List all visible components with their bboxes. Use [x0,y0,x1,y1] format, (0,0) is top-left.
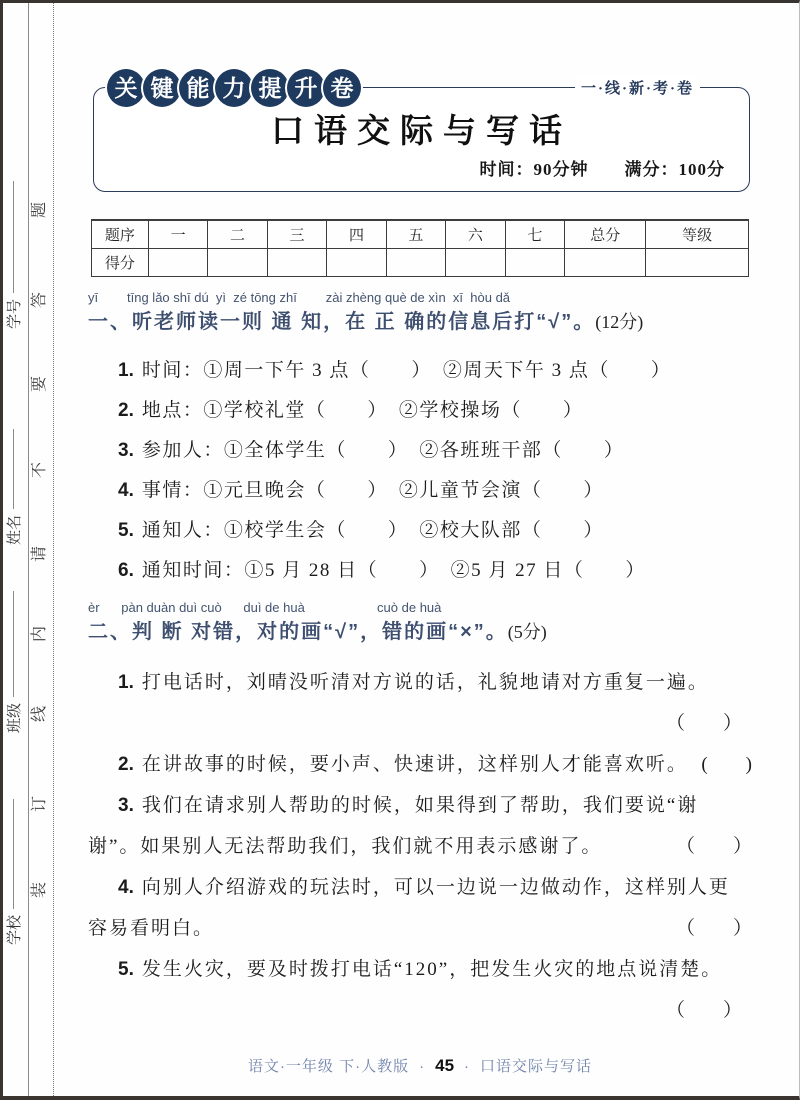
answer-bracket-line [88,998,752,1024]
field-class [3,577,23,733]
item-number: 1. [118,360,134,381]
score-cell [505,249,564,277]
binding-char: 要 [31,376,48,393]
badge-key-ability [107,69,359,107]
col-5: 五 [386,220,445,249]
field-blank [13,591,14,697]
score-cell [327,249,386,277]
item-number: 3. [118,440,134,461]
section2-pinyin: èr pàn duàn duì cuò duì de huà cuò de huà [88,600,442,615]
col-1: 一 [148,220,207,249]
page-number: 45 [435,1056,455,1075]
col-grade: 等级 [646,220,749,249]
binding-char: 内 [31,626,48,643]
answer-bracket: ( ) [701,754,752,775]
item-number: 4. [118,877,134,898]
score-table-score-row [92,249,749,277]
item-text: 地点：①学校礼堂（ ） ②学校操场（ ） [141,400,584,421]
heading-text: 二、判 断 对错，对的画“√”，错的画“×”。 [88,621,508,643]
item-number: 5. [118,959,134,980]
item-number: 1. [118,672,134,693]
series-label: 一·线·新·考·卷 [575,77,700,98]
item-text: 我们在请求别人帮助的时候，如果得到了帮助，我们要说“谢 [141,795,699,816]
list-item [88,480,752,502]
list-item [88,752,752,778]
item-number: 4. [118,480,134,501]
item-continuation [88,834,752,860]
footer-separator: · [419,1058,426,1075]
score-cell [208,249,267,277]
col-7: 七 [505,220,564,249]
field-blank [13,181,14,293]
item-text: 打电话时，刘晴没听清对方说的话，礼貌地请对方重复一遍。 [141,672,709,693]
item-number: 2. [118,400,134,421]
score-table [91,219,749,277]
section2 [88,600,752,1024]
section1-pinyin: yī tīng lǎo shī dú yì zé tōng zhī zài zhèng què de xìn xī hòu dǎ [88,290,511,305]
section1-heading [88,308,752,336]
footer-separator: · [464,1058,471,1075]
answer-bracket: （ ） [675,918,752,939]
binding-char: 不 [31,462,48,479]
field-student-id [3,169,23,329]
binding-char: 题 [31,202,48,219]
item-text: 容易看明白。 [88,918,215,939]
item-continuation [88,916,752,942]
field-label: 姓名 [6,514,23,545]
field-school [3,785,23,945]
footer-section-title: 口语交际与写话 [480,1058,593,1075]
answer-bracket: （ ） [675,836,752,857]
item-text: 参加人：①全体学生（ ） ②各班班干部（ ） [141,440,625,461]
row-label-score: 得分 [92,249,149,277]
item-text: 发生火灾，要及时拨打电话“120”，把发生火灾的地点说清楚。 [141,959,723,980]
col-total: 总分 [565,220,646,249]
item-number: 2. [118,754,134,775]
list-item [88,440,752,462]
field-student-name [3,405,23,545]
badge-char: 能 [179,69,217,107]
field-blank [13,799,14,909]
heading-text: 一、听老师读一则 通 知，在 正 确的信息后打“√”。 [88,311,596,333]
score-cell [267,249,326,277]
list-item [88,793,752,819]
answer-bracket: （ ） [665,713,742,734]
item-text: 事情：①元旦晚会（ ） ②儿童节会演（ ） [141,480,604,501]
binding-solid-line [28,3,29,1096]
badge-char: 关 [107,69,145,107]
binding-char: 装 [31,882,48,899]
item-number: 5. [118,520,134,541]
item-text: 在讲故事的时候，要小声、快速讲，这样别人才能喜欢听。 [141,754,688,775]
badge-char: 键 [143,69,181,107]
item-text: 向别人介绍游戏的玩法时，可以一边说一边做动作，这样别人更 [141,877,730,898]
badge-char: 力 [215,69,253,107]
content-area [88,290,752,1039]
binding-char: 答 [31,292,48,309]
col-4: 四 [327,220,386,249]
field-label: 班级 [6,702,23,733]
item-number: 6. [118,560,134,581]
binding-char: 请 [31,546,48,563]
list-item [88,670,752,696]
item-number: 3. [118,795,134,816]
section2-score: (5分) [507,622,547,642]
list-item [88,360,752,382]
col-6: 六 [446,220,505,249]
score-cell [646,249,749,277]
item-text: 时间：①周一下午 3 点（ ） ②周天下午 3 点（ ） [141,360,672,381]
list-item [88,957,752,983]
field-label: 学校 [6,914,23,945]
answer-bracket: （ ） [665,1000,742,1021]
item-line [118,752,688,778]
binding-char: 订 [31,796,48,813]
score-table-header-row [92,220,749,249]
list-item [88,520,752,542]
item-text: 通知人：①校学生会（ ） ②校大队部（ ） [141,520,604,541]
binding-dotted-line [53,3,54,1096]
list-item [88,875,752,901]
score-cell [446,249,505,277]
binding-char: 线 [31,706,48,723]
paper-title: 口语交际与写话 [271,112,572,149]
score-cell [148,249,207,277]
field-label: 学号 [6,298,23,329]
score-cell [565,249,646,277]
badge-char: 升 [287,69,325,107]
section1-score: (12分) [595,312,644,332]
list-item [88,400,752,422]
page-footer [88,1055,752,1076]
col-2: 二 [208,220,267,249]
col-question-order: 题序 [92,220,149,249]
badge-char: 卷 [323,69,361,107]
field-blank [13,429,14,509]
score-cell [386,249,445,277]
badge-char: 提 [251,69,289,107]
answer-bracket-line [88,711,752,737]
section2-heading [88,618,752,646]
item-text: 谢”。如果别人无法帮助我们，我们就不用表示感谢了。 [88,836,603,857]
footer-book-info: 语文·一年级 下·人教版 [247,1058,410,1075]
time-score-info: 时间：90分钟 满分：100分 [479,160,725,179]
item-text: 通知时间：①5 月 28 日（ ） ②5 月 27 日（ ） [141,560,646,581]
col-3: 三 [267,220,326,249]
list-item [88,560,752,582]
